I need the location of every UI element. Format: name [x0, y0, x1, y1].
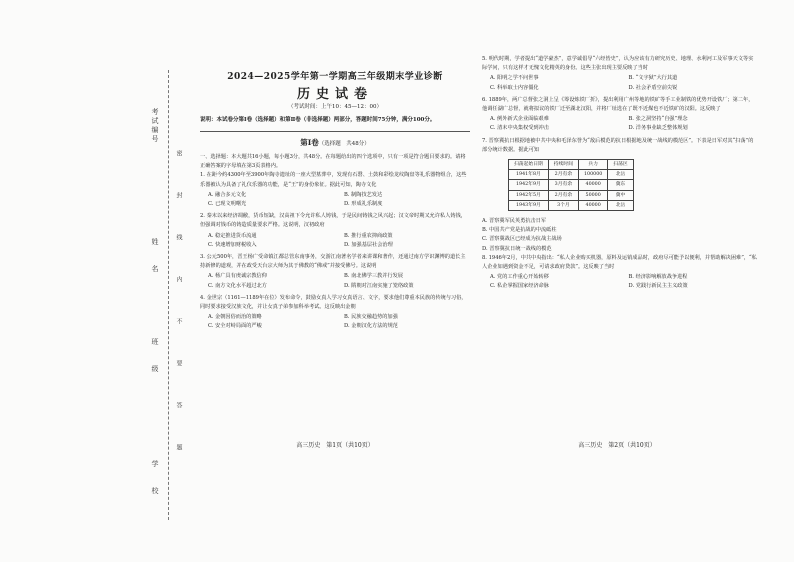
right-question-list-top: [482, 55, 757, 155]
table-cell: 3个月: [548, 200, 578, 210]
answer-option: B. 经济影响解放战争进程: [628, 274, 688, 281]
answer-option: A. 阳明之学不问世事: [490, 75, 539, 82]
answer-option: D. 晋察冀抗日统一战线的模范: [482, 245, 552, 252]
answer-option: D. 金朝汉化方法的规范: [344, 323, 398, 330]
answer-option: D. 形成礼乐制度: [344, 201, 383, 208]
table-cell: 北岳: [608, 170, 633, 180]
left-page-footer: 高三历史 第1页（共10页）: [296, 442, 374, 449]
question-options: [490, 115, 757, 133]
exam-number-label: 考试编号: [151, 108, 159, 144]
table-header-cell: 扫荡起始日期: [509, 160, 549, 170]
question-options: [208, 313, 470, 331]
answer-option: A. 晋察冀军民英勇抗击日军: [482, 218, 547, 225]
right-column: [482, 55, 757, 295]
section-instruction: 一、选择题：本大题共16小题，每小题3分，共48分。在每题给出的四个选项中，只有一项是符合题目要求的。请将正确答案的字母填在第3页表格内。: [200, 154, 466, 170]
answer-option: C. 南方文化水平超过北方: [208, 282, 267, 289]
question-stem: 8. 1946年2月，中共中央指出：“私人企业购买机器，原料及运销成品时，政府尽可能予以便利，并帮助解决困难”，“私人企业如遇到资金不足，可请求政府贷款”。这反映了当时: [482, 254, 757, 271]
table-header-cell: 持续时间: [548, 160, 578, 170]
left-question-list: [200, 171, 470, 331]
right-page-footer: 高三历史 第2页（共10页）: [578, 442, 656, 449]
table-cell: 40000: [579, 180, 608, 190]
left-column: [200, 55, 470, 335]
answer-option: A. 金朝因俗而治的策略: [208, 314, 262, 321]
table-cell: 北岳: [608, 200, 633, 210]
table-cell: 冀中: [608, 190, 633, 200]
table-body: [509, 170, 634, 211]
answer-option: C. 已现文明曙光: [208, 201, 247, 208]
table-cell: 1941年8月: [509, 170, 549, 180]
seal-line-notice: 密 封 线 内 不 要 答 题: [175, 150, 182, 458]
section-sub: （选择题 共48分）: [318, 140, 370, 147]
question-stem: 3. 公元500年，晋王杨广受命镇江都总管东南事务，交游江南著名学者来讲课和著作，还通过南方学识渊博的道长主持新修的道观，并在政受天台宗大师为其于佛教的“佛戒”并接受佛号。这说明: [200, 254, 466, 270]
table-cell: 冀东: [608, 180, 633, 190]
answer-option: B. 民族交融趋势的加强: [344, 314, 398, 321]
answer-option: A. 党的工作重心开始转移: [490, 274, 549, 281]
question-options: [490, 273, 757, 291]
school-label: 学 校: [151, 460, 159, 496]
question-options: [208, 191, 470, 209]
table-row: [509, 170, 634, 180]
section-name: 第Ⅰ卷: [300, 137, 319, 147]
table-cell: 1942年9月: [509, 180, 549, 190]
right-question-list-bottom: [482, 217, 757, 292]
table-row: [509, 180, 634, 190]
exam-title: 2024—2025学年第一学期高三年级期末学业诊断: [227, 72, 443, 82]
table-cell: 1943年9月: [509, 200, 549, 210]
answer-option: B. 张之洞坚持“自强”理念: [628, 116, 688, 123]
table-cell: 2月有余: [548, 190, 578, 200]
answer-option: A. 杨广具有虔诚宗教信仰: [208, 273, 267, 280]
question-stem: 7. 晋察冀抗日根据地被中共中央和毛泽东誉为“敌后模范的抗日根据地及统一战线的模范区”。下表是日军对其“扫荡”的部分统计数据。据此可知: [482, 137, 754, 153]
answer-option: B. “文字狱”大行其道: [628, 75, 678, 82]
seal-dashed-line: [168, 70, 169, 520]
table-row: [509, 200, 634, 210]
subject-title: 历史试卷: [296, 87, 373, 103]
raid-statistics-table: [508, 159, 634, 211]
question-stem: 2. 秦末以来经济凋敝，货币短缺，汉高祖下令允许私人铸钱，于是民间铸钱之风兴起；汉文帝时期又允许私人铸钱，但强调对钱币的铸造质量要求严格。这说明，汉初政府: [200, 213, 466, 229]
answer-option: B. 南北佛学三教并行发展: [344, 273, 403, 280]
answer-option: C. 安全对峙局面的严峻: [208, 323, 262, 330]
question-stem: 4. 金世宗（1161—1189年在位）发布命令，鼓励女真人学习女真语言、文字，要求他们尊重本民族的传统与习俗，同时要求接受汉族文化，并让女真子弟参加科举考试。这反映出金朝: [200, 294, 467, 311]
question-stem: 1. 在距今约4300年至3900年陶寺遗址的一座大型墓葬中，发现有石磬、土鼓和彩绘龙纹陶盘等礼乐器物组合，这些乐器被认为具备了礼仪乐器的功能，是“王”的身份象征。据此可知，陶寺文化: [200, 172, 467, 188]
table-cell: 100000: [579, 170, 608, 180]
table-row: [509, 190, 634, 200]
table-header-row: [509, 160, 634, 170]
answer-option: C. 清末中央集权受到冲击: [490, 125, 549, 132]
question-stem: 6. 1889年，两广总督张之洞上呈《筹设炼铁厂折》，提出利用广州等地的铁矿等手工业制铁的优势开设铁厂；第二年，他调任湖广总督，就将拟议的铁厂迁至湖北汉阳，并将厂址选在了既不近煤也不近铁矿的汉阳。这反映了: [482, 96, 754, 113]
table-header-cell: 扫荡区: [608, 160, 633, 170]
answer-option: D. 加强基层社会治理: [344, 241, 393, 248]
answer-option: A. 例外新式企业面临艰难: [490, 116, 549, 123]
header-divider: [200, 131, 470, 132]
answer-option: C. 私企掌握国家经济命脉: [490, 283, 549, 290]
table-cell: 2月有余: [548, 170, 578, 180]
answer-option: C. 快速增加财税收入: [208, 241, 257, 248]
table-cell: 1942年5月: [509, 190, 549, 200]
answer-option: D. 洋务事业缺乏整体规划: [628, 125, 688, 132]
answer-option: B. 中国共产党是抗战的中流砥柱: [482, 227, 557, 234]
question-options: [208, 232, 470, 250]
table-cell: 40000: [579, 200, 608, 210]
answer-option: B. 推行重农抑商政策: [344, 232, 393, 239]
answer-option: D. 隋朝对江南实施了笼络政策: [344, 282, 414, 289]
name-label: 姓 名: [151, 238, 159, 274]
question-stem: 5. 明代时期，学者提出“道学豪杰”，意学诚倡导“六经皆史”，认为应该有力研究历史、地理、水利河工及军事天文等实际学问，只有这样才无愧文化精英的身份。这些主张出现主要反映了当时: [482, 56, 754, 72]
table-cell: 50000: [579, 190, 608, 200]
question-options: [208, 272, 470, 290]
exam-note: 说明：本试卷分第Ⅰ卷（选择题）和第Ⅱ卷（非选择题）两部分，答题时间75分钟，满分100分。: [200, 116, 436, 123]
section-title: [200, 138, 470, 149]
table-header-cell: 兵力: [579, 160, 608, 170]
answer-option: C. 科举取士内容僵化: [490, 84, 539, 91]
binding-margin: [140, 60, 198, 530]
answer-option: C. 晋察冀战区已经成为抗战主战场: [482, 236, 562, 243]
answer-option: B. 制陶技艺发达: [344, 191, 383, 198]
table-cell: 3月有余: [548, 180, 578, 190]
question-options: [490, 74, 757, 92]
answer-option: A. 稳定推进货币流通: [208, 232, 257, 239]
answer-option: D. 党践行新民主主义政策: [628, 283, 688, 290]
answer-option: A. 融合多元文化: [208, 191, 247, 198]
class-label: 班 级: [151, 338, 159, 374]
exam-time: （考试时间：上午10：45—12：00）: [288, 104, 382, 111]
answer-option: D. 社会矛盾空前尖锐: [628, 84, 678, 91]
